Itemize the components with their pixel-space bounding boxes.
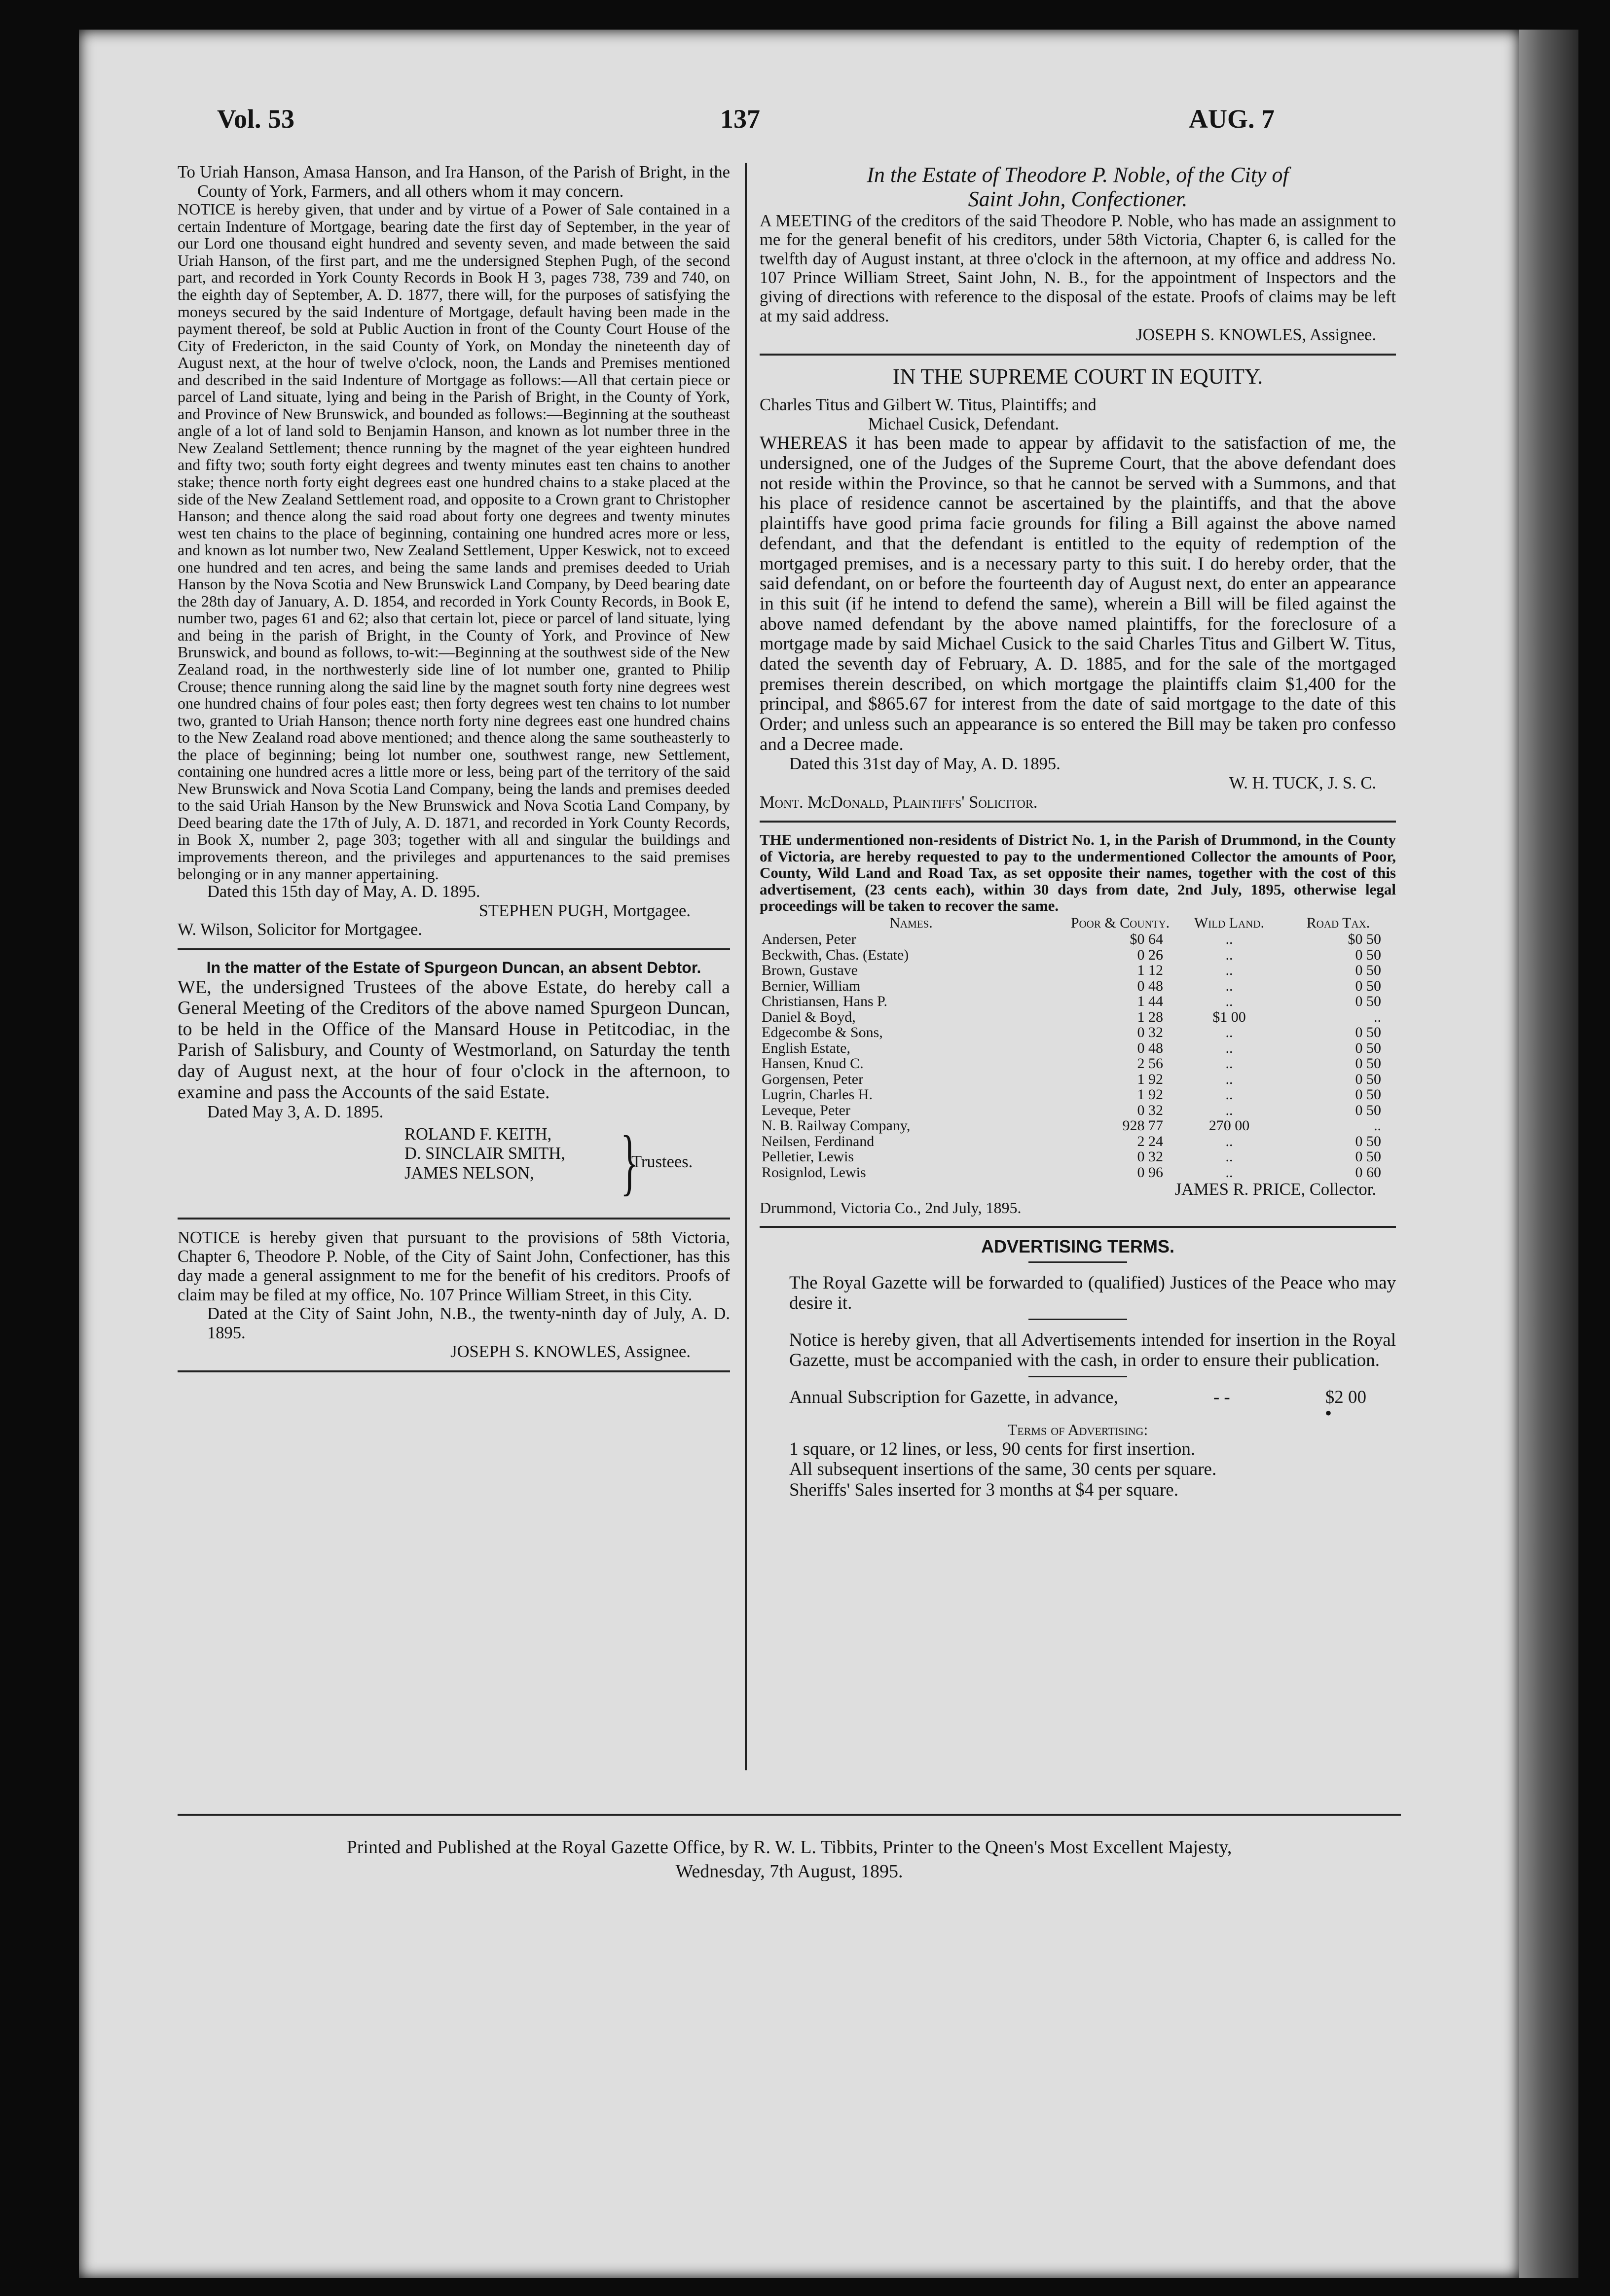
tax-cell-road-tax: $0 50 (1348, 931, 1381, 948)
tax-cell-wild-land: .. (1225, 1024, 1233, 1041)
estate-signer: JOSEPH S. KNOWLES, Assignee. (1136, 325, 1376, 345)
tax-cell-poor-county: 928 77 (1122, 1117, 1163, 1134)
tax-cell-wild-land: $1 00 (1212, 1008, 1246, 1025)
tax-cell-poor-county: 0 32 (1137, 1024, 1163, 1041)
tax-cell-poor-county: 2 56 (1137, 1055, 1163, 1072)
tax-cell-poor-county: 0 32 (1137, 1102, 1163, 1118)
trustee-name: D. SINCLAIR SMITH, (404, 1144, 565, 1163)
tax-cell-poor-county: $0 64 (1130, 931, 1163, 948)
tax-cell-name: Rosignlod, Lewis (762, 1164, 866, 1181)
trustee-name: ROLAND F. KEITH, (404, 1124, 552, 1144)
tax-cell-name: Gorgensen, Peter (762, 1071, 864, 1087)
tax-cell-wild-land: .. (1225, 1071, 1233, 1087)
tax-table (760, 914, 1396, 1181)
tax-cell-name: Brown, Gustave (762, 962, 858, 979)
section-rule (760, 1226, 1396, 1228)
estate-title-line2: Saint John, Confectioner. (968, 187, 1188, 212)
tax-cell-road-tax: 0 50 (1355, 1024, 1381, 1041)
adv-terms-heading: Terms of Advertising: (1007, 1421, 1148, 1439)
tax-cell-poor-county: 0 26 (1137, 946, 1163, 963)
tax-cell-wild-land: .. (1225, 1148, 1233, 1165)
tax-table-row (760, 994, 1396, 1009)
tax-cell-road-tax: .. (1374, 1008, 1381, 1025)
section-rule (760, 354, 1396, 356)
adv-subscription-price: $2 00 (1325, 1387, 1366, 1407)
tax-cell-name: English Estate, (762, 1040, 850, 1056)
court-judge: W. H. TUCK, J. S. C. (1229, 774, 1376, 793)
footer-rule (178, 1814, 1401, 1816)
mortgage-signer: STEPHEN PUGH, Mortgagee. (478, 901, 691, 920)
tax-table-header (760, 914, 1396, 932)
page-header (79, 89, 1519, 143)
court-parties-plaintiffs: Charles Titus and Gilbert W. Titus, Plaintiffs; and (760, 395, 1097, 415)
adv-term-line: All subsequent insertions of the same, 30 cents per square. (789, 1459, 1217, 1480)
trustees-block (404, 1120, 730, 1209)
volume-number: Vol. 53 (217, 104, 295, 134)
page-footer (178, 1805, 1401, 1884)
tax-table-row (760, 1103, 1396, 1118)
tax-cell-name: N. B. Railway Company, (762, 1117, 911, 1134)
duncan-title: In the matter of the Estate of Spurgeon Duncan, an absent Debtor. (206, 959, 701, 976)
tax-cell-poor-county: 2 24 (1137, 1133, 1163, 1149)
tax-table-row (760, 1072, 1396, 1087)
tax-table-row (760, 1009, 1396, 1025)
tax-dated: Drummond, Victoria Co., 2nd July, 1895. (760, 1198, 1022, 1217)
tax-cell-poor-county: 1 12 (1137, 962, 1163, 979)
tax-cell-road-tax: 0 50 (1355, 977, 1381, 994)
section-rule (178, 1218, 730, 1220)
brace-glyph: } (621, 1120, 638, 1203)
tax-table-row (760, 978, 1396, 994)
court-parties-defendant: Michael Cusick, Defendant. (868, 414, 1060, 433)
estate-title-line1: In the Estate of Theodore P. Noble, of the City of (867, 163, 1289, 187)
tax-cell-poor-county: 0 96 (1137, 1164, 1163, 1181)
mortgage-body: NOTICE is hereby given, that under and by virtue of a Power of Sale contained in a certain Indenture of Mortgage, bearing date the first day of September, in the year of our Lord one thousand eight hundred and seventy seven, and made between the said Uriah Hanson, of the first part, and me the undersigned Stephen Pugh, of the second part, and recorded in York County Records in Book H 3, pages 738, 739 and 740, on the eighth day of September, A. D. 1877, there will, for the purposes of satisfying the moneys secured by the said Indenture of Mortgage, default having been made in the payment thereof, be sold at Public Auction in front of the County Court House of the City of Fredericton, in the said County of York, on Monday the nineteenth day of August next, at the hour of twelve o'clock, noon, the Lands and Premises mentioned and described in the said Indenture of Mortgage as follows:—All that certain piece or parcel of Land situate, lying and being in the Parish of Bright, in the County of York, and Province of New Brunswick, and bounded as follows:—Beginning at the southeast angle of a lot of land sold to Benjamin Hanson, and known as lot number three in the New Zealand Settlement; thence running by the magnet of the year eighteen hundred and fifty two; south forty eight degrees and twenty minutes east ten chains to another stake; thence north forty eight degrees east one hundred chains to a stake placed at the side of the New Zealand Settlement road, and opposite to a Crown grant to Christopher Hanson; and thence along the said road about forty one degrees and twenty minutes west ten chains to the place of beginning, containing one hundred acres more or less, and known as lot number two, New Zealand Settlement, Upper Keswick, not to exceed one hundred and ten acres, and being the same lands and premises deeded to Uriah Hanson by the Nova Scotia and New Brunswick Land Company, by Deed bearing date the 28th day of January, A. D. 1854, and recorded in York County Records, in Book E, number two, pages 61 and 62; also that certain lot, piece or parcel of land situate, lying and being in the parish of Bright, in the County of York, and Province of New Brunswick, and bound as follows, to-wit:—Beginning at the southwest side of the New Zealand road, in the northwesterly side line of lot number one, granted to Philip Crouse; thence running along the said line by the magnet south forty nine degrees west one hundred chains of four poles east; then forty degrees west ten chains to lot number two, granted to Uriah Hanson; thence north forty nine degrees east one hundred chains to the New Zealand road above mentioned; and thence along the same southeasterly to the place of beginning; being lot number one, southwest range, new Settlement, containing one hundred acres a little more or less, being part of the territory of the said New Brunswick and Nova Scotia Land Company, being the lands and premises deeded to the said Uriah Hanson by the New Brunswick and Nova Scotia Land Company, by Deed bearing date the 17th of July, A. D. 1871, and recorded in York County Records, in Book X, number 2, page 303; together with all and singular the buildings and improvements thereon, and the privileges and appurtenances to the said premises belonging or in any manner appertaining. (178, 200, 730, 883)
tax-collector: JAMES R. PRICE, Collector. (1174, 1180, 1376, 1199)
tax-cell-road-tax: .. (1374, 1117, 1381, 1134)
column-divider (745, 163, 747, 1770)
mortgage-address: To Uriah Hanson, Amasa Hanson, and Ira Hanson, of the Parish of Bright, in the County of York, Farmers, and all others whom it may concern. (178, 163, 730, 201)
tax-cell-road-tax: 0 50 (1355, 1055, 1381, 1072)
page-number: 137 (720, 104, 760, 134)
tax-cell-wild-land: .. (1225, 1102, 1233, 1118)
tax-cell-name: Edgecombe & Sons, (762, 1024, 883, 1041)
tax-cell-poor-county: 1 28 (1137, 1008, 1163, 1025)
trustee-name: JAMES NELSON, (404, 1164, 534, 1183)
tax-cell-name: Pelletier, Lewis (762, 1148, 854, 1165)
tax-cell-name: Daniel & Boyd, (762, 1008, 856, 1025)
footer-date: Wednesday, 7th August, 1895. (675, 1861, 903, 1882)
tax-cell-road-tax: 0 50 (1355, 1148, 1381, 1165)
court-solicitor: Mont. McDonald, Plaintiffs' Solicitor. (760, 792, 1038, 812)
tax-cell-wild-land: .. (1225, 931, 1233, 948)
tax-cell-wild-land: .. (1225, 977, 1233, 994)
tax-cell-poor-county: 0 32 (1137, 1148, 1163, 1165)
tax-cell-poor-county: 1 92 (1137, 1071, 1163, 1087)
tax-cell-road-tax: 0 50 (1355, 1102, 1381, 1118)
tax-cell-road-tax: 0 60 (1355, 1164, 1381, 1181)
page-binding-edge (1519, 30, 1578, 2278)
tax-cell-name: Lugrin, Charles H. (762, 1086, 873, 1103)
tax-table-row (760, 1025, 1396, 1040)
tax-cell-name: Leveque, Peter (762, 1102, 850, 1118)
adv-paragraph-1: The Royal Gazette will be forwarded to (qualified) Justices of the Peace who may desire it. (789, 1272, 1396, 1314)
gazette-page (79, 30, 1519, 2278)
left-column (178, 163, 730, 1381)
tax-cell-wild-land: .. (1225, 1055, 1233, 1072)
mortgage-dated: Dated this 15th day of May, A. D. 1895. (207, 882, 480, 901)
tax-cell-wild-land: .. (1225, 1040, 1233, 1056)
short-rule (1028, 1261, 1127, 1263)
court-body: WHEREAS it has been made to appear by affidavit to the satisfaction of me, the undersigned, one of the Judges of the Supreme Court, that the above defendant does not reside within the Province, so that he cannot be served with a Summons, and that his place of residence cannot be ascertained by the plaintiffs, and that the above plaintiffs have good prima facie grounds for filing a Bill against the above named defendant, and that the defendant is entitled to the equity of redemption of the mortgaged premises, and is a necessary party to this suit. I do hereby order, that the said defendant, on or before the fourteenth day of August next, do enter an appearance in this suit (if he intend to defend the same), wherein a Bill will be filed against the above named defendant by the above named plaintiffs, for the foreclosure of a mortgage made by said Michael Cusick to the said Charles Titus and Gilbert W. Titus, dated the seventh day of February, A. D. 1885, and for the sale of the mortgaged premises therein described, on which mortgage the plaintiffs claim $1,400 for the principal, and $865.67 for interest from the date of said mortgage to the date of this Order; and unless such an appearance is so entered the Bill may be taken pro confesso and a Decree made. (760, 433, 1396, 754)
tax-cell-wild-land: 270 00 (1208, 1117, 1250, 1134)
adv-subscription-label: Annual Subscription for Gazette, in advance, (789, 1387, 1118, 1407)
tax-cell-name: Bernier, William (762, 977, 861, 994)
duncan-dated: Dated May 3, A. D. 1895. (207, 1103, 384, 1122)
tax-table-row (760, 932, 1396, 947)
trustees-label: Trustees. (631, 1152, 693, 1171)
tax-table-row (760, 1040, 1396, 1056)
court-title: IN THE SUPREME COURT IN EQUITY. (892, 364, 1263, 389)
adv-title: ADVERTISING TERMS. (981, 1236, 1175, 1256)
tax-cell-name: Christiansen, Hans P. (762, 993, 887, 1010)
adv-term-line: 1 square, or 12 lines, or less, 90 cents for first insertion. (789, 1438, 1196, 1459)
tax-cell-road-tax: 0 50 (1355, 1040, 1381, 1056)
issue-date: AUG. 7 (1189, 104, 1275, 134)
noble-notice: NOTICE is hereby given that pursuant to the provisions of 58th Victoria, Chapter 6, Theodore P. Noble, of the City of Saint John, Confectioner, has this day made a general assignment to me for the benefit of his creditors. Proofs of claim may be filed at my office, No. 107 Prince William Street, in this City. (178, 1228, 730, 1304)
tax-table-row (760, 1165, 1396, 1181)
tax-cell-name: Neilsen, Ferdinand (762, 1133, 875, 1149)
tax-table-body (760, 932, 1396, 1180)
col-header-names: Names. (889, 914, 933, 931)
footer-imprint: Printed and Published at the Royal Gazette Office, by R. W. L. Tibbits, Printer to the Qneen's Most Excellent Majesty, (346, 1837, 1232, 1858)
tax-cell-poor-county: 0 48 (1137, 977, 1163, 994)
tax-cell-name: Hansen, Knud C. (762, 1055, 864, 1072)
col-header-road-tax: Road Tax. (1306, 914, 1370, 931)
tax-cell-wild-land: .. (1225, 1086, 1233, 1103)
duncan-body: WE, the undersigned Trustees of the above Estate, do hereby call a General Meeting of the Creditors of the above named Spurgeon Duncan, to be held in the Office of the Mansard House in Petitcodiac, in the Parish of Salisbury, and County of Westmorland, on Saturday the tenth day of August next, at the hour of four o'clock in the afternoon, to examine and pass the Accounts of the said Estate. (178, 976, 730, 1103)
section-rule (178, 1370, 730, 1372)
adv-subscription-row (760, 1387, 1396, 1407)
short-rule (1028, 1319, 1127, 1320)
tax-cell-road-tax: 0 50 (1355, 1086, 1381, 1103)
adv-paragraph-2: Notice is hereby given, that all Advertisements intended for insertion in the Royal Gazette, must be accompanied with the cash, in order to ensure their publication. (789, 1329, 1396, 1371)
tax-cell-wild-land: .. (1225, 946, 1233, 963)
tax-cell-road-tax: 0 50 (1355, 1133, 1381, 1149)
tax-cell-poor-county: 0 48 (1137, 1040, 1163, 1056)
tax-cell-road-tax: 0 50 (1355, 946, 1381, 963)
noble-dated: Dated at the City of Saint John, N.B., the twenty-ninth day of July, A. D. 1895. (207, 1304, 730, 1342)
tax-table-row (760, 1149, 1396, 1165)
tax-cell-poor-county: 1 92 (1137, 1086, 1163, 1103)
bullet-mark: • (1324, 1402, 1332, 1425)
tax-table-row (760, 947, 1396, 963)
adv-subscription-dashes: - - (1213, 1387, 1230, 1407)
tax-table-row (760, 1056, 1396, 1072)
section-rule (178, 948, 730, 950)
col-header-wild-land: Wild Land. (1194, 914, 1265, 931)
section-rule (760, 821, 1396, 823)
noble-signer: JOSEPH S. KNOWLES, Assignee. (450, 1342, 691, 1362)
tax-cell-poor-county: 1 44 (1137, 993, 1163, 1010)
tax-table-row (760, 1087, 1396, 1103)
tax-cell-road-tax: 0 50 (1355, 993, 1381, 1010)
tax-cell-name: Andersen, Peter (762, 931, 856, 948)
tax-cell-road-tax: 0 50 (1355, 962, 1381, 979)
adv-term-line: Sheriffs' Sales inserted for 3 months at $4 per square. (789, 1479, 1178, 1500)
tax-cell-wild-land: .. (1225, 962, 1233, 979)
tax-cell-wild-land: .. (1225, 993, 1233, 1010)
short-rule (1028, 1376, 1127, 1377)
estate-body: A MEETING of the creditors of the said Theodore P. Noble, who has made an assignment to me for the general benefit of his creditors, under 58th Victoria, Chapter 6, is called for the twelfth day of August instant, at three o'clock in the afternoon, at my office and address No. 107 Prince William Street, Saint John, N. B., for the appointment of Inspectors and the giving of directions with reference to the disposal of the estate. Proofs of claims may be left at my said address. (760, 211, 1396, 325)
court-dated: Dated this 31st day of May, A. D. 1895. (789, 754, 1061, 774)
tax-table-row (760, 1134, 1396, 1149)
tax-cell-name: Beckwith, Chas. (Estate) (762, 946, 909, 963)
right-column (760, 163, 1396, 1500)
tax-cell-road-tax: 0 50 (1355, 1071, 1381, 1087)
tax-cell-wild-land: .. (1225, 1164, 1233, 1181)
tax-intro: THE undermentioned non-residents of District No. 1, in the Parish of Drummond, in the County of Victoria, are hereby requested to pay to the undermentioned Collector the amounts of Poor, County, Wild Land and Road Tax, as set opposite their names, together with the cost of this advertisement, (23 cents each), within 30 days from date, 2nd July, 1895, otherwise legal proceedings will be taken to recover the same. (760, 831, 1396, 915)
col-header-poor-county: Poor & County. (1070, 914, 1170, 931)
tax-table-row (760, 963, 1396, 978)
mortgage-solicitor: W. Wilson, Solicitor for Mortgagee. (178, 920, 422, 939)
tax-cell-wild-land: .. (1225, 1133, 1233, 1149)
tax-table-row (760, 1118, 1396, 1134)
